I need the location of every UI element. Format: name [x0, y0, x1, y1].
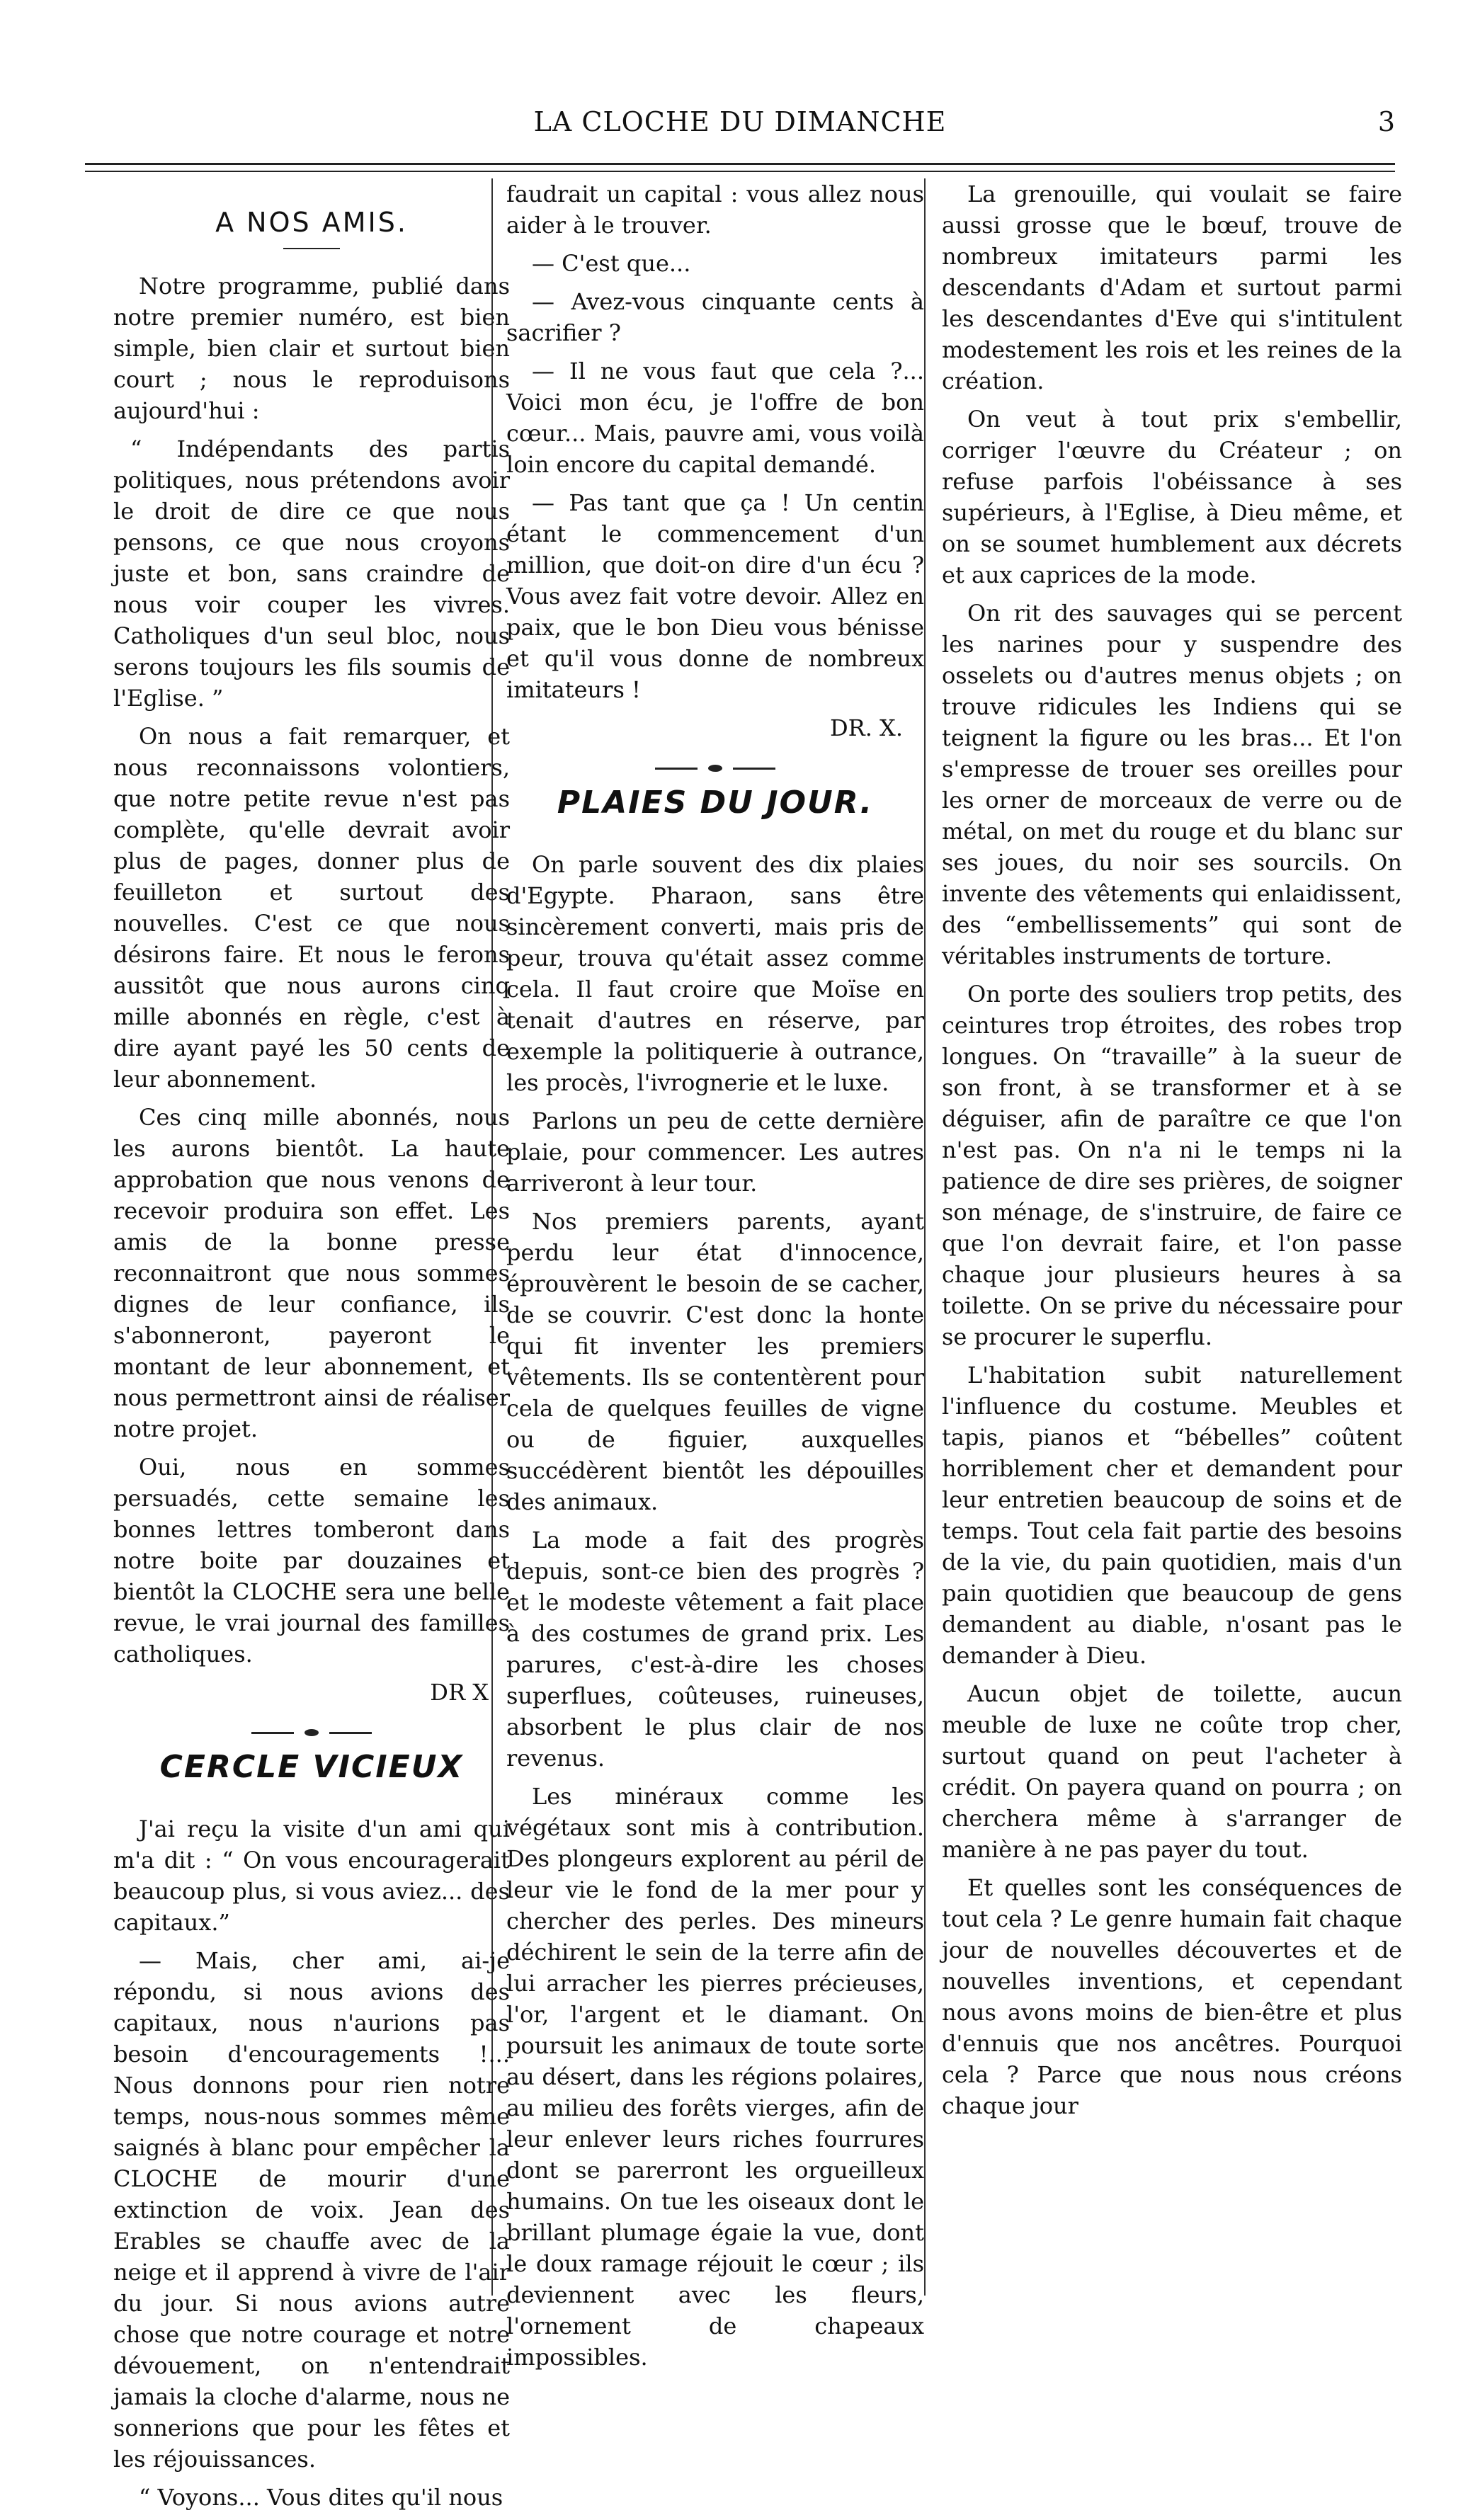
- article-paragraph: La mode a fait des progrès depuis, sont-ce bien des progrès ? et le modeste vêtement a fait place à des costumes de grand prix. Les parures, c'est-à-dire les choses superflues, coûteuses, ruineuses, absorbent le plus clair de nos revenus.: [506, 1527, 924, 1772]
- article-paragraph: Parlons un peu de cette dernière plaie, pour commencer. Les autres arriveront à leur tour.: [506, 1107, 924, 1197]
- article-paragraph: — Mais, cher ami, ai-je répondu, si nous avions des capitaux, nous n'aurions pas besoin d'encouragements !... Nous donnons pour rien notre temps, nous-nous sommes même saignés à blanc pour empêcher la CLOCHE de mourir d'une extinction de voix. Jean des Erables se chauffe avec de la neige et il apprend à vivre de l'air du jour. Si nous avions autre chose que notre courage et notre dévouement, on n'entendrait jamais la cloche d'alarme, nous ne sonnerions que pour les fêtes et les réjouissances.: [113, 1947, 510, 2473]
- article-paragraph: On rit des sauvages qui se percent les narines pour y suspendre des osselets ou d'autres menus objets ; on trouve ridicules les Indiens qui se teignent la figure ou les bras... Et l'on s'empresse de trouer ses oreilles pour les orner de morceaux de verre ou de métal, on met du rouge et du blanc sur ses joues, du noir ses sourcils. On invente des vêtements qui enlaidissent, des “embellissements” qui sont de véritables instruments de torture.: [942, 600, 1402, 969]
- article-paragraph: On porte des souliers trop petits, des ceintures trop étroites, des robes trop longues. On “travaille” à la sueur de son front, à se transformer et à se déguiser, afin de paraître ce que l'on n'est pas. On n'a ni le temps ni la patience de dire ses prières, de soigner son ménage, de s'instruire, de faire ce que l'on devrait faire, et l'on passe chaque jour plusieurs heures à sa toilette. On se prive du nécessaire pour se procurer le superflu.: [942, 981, 1402, 1350]
- article-paragraph: faudrait un capital : vous allez nous aider à le trouver.: [506, 181, 924, 239]
- header-double-rule: [85, 163, 1395, 172]
- divider-bar: [655, 768, 698, 770]
- program-quote: “ Indépendants des partis politiques, nous prétendons avoir le droit de dire ce que nous pensons, ce que nous croyons juste et bon, sans craindre de nous voir couper les vivres. Catholiques d'un seul bloc, nous serons toujours les fils soumis de l'Eglise. ”: [113, 435, 510, 712]
- article-paragraph: J'ai reçu la visite d'un ami qui m'a dit : “ On vous encouragerait beaucoup plus, si vous aviez... des capitaux.”: [113, 1815, 510, 1936]
- article-paragraph: Et quelles sont les conséquences de tout cela ? Le genre humain fait chaque jour de nouvelles découvertes et de nouvelles inventions, et cependant nous avons moins de bien-être et plus d'ennuis que nos ancêtres. Pourquoi cela ? Parce que nous nous créons chaque jour: [942, 1874, 1402, 2119]
- column-2: [506, 178, 924, 2380]
- article-paragraph: — C'est que...: [532, 250, 691, 277]
- ornamental-divider: [655, 765, 775, 772]
- article-paragraph: La grenouille, qui voulait se faire aussi grosse que le bœuf, trouve de nombreux imitateurs parmi les descendants d'Adam et surtout parmi les descendantes d'Eve qui s'intitulent modestement les rois et les reines de la création.: [942, 181, 1402, 394]
- divider-bar: [251, 1732, 294, 1734]
- article-signature: DR. X.: [829, 714, 903, 741]
- article-paragraph: Ces cinq mille abonnés, nous les aurons bientôt. La haute approbation que nous venons de recevoir produira son effet. Les amis de la bonne presse reconnaitront que nous sommes dignes de leur confiance, ils s'abonneront, payeront le montant de leur abonnement, et nous permettront ainsi de réaliser notre projet.: [113, 1104, 510, 1442]
- page-header: [85, 92, 1395, 156]
- article-paragraph: Les minéraux comme les végétaux sont mis à contribution. Des plongeurs explorent au péril de leur vie le fond de la mer pour y chercher des perles. Des mineurs déchirent le sein de la terre afin de lui arracher les pierres précieuses, l'or, l'argent et le diamant. On poursuit les animaux de toute sorte au désert, dans les régions polaires, au milieu des forêts vierges, afin de leur enlever leurs riches fourrures dont se parerront les orgueilleux humains. On tue les oiseaux dont le brillant plumage égaie la vue, dont le doux ramage réjouit le cœur ; ils deviennent avec les fleurs, l'ornement de chapeaux impossibles.: [506, 1783, 924, 2371]
- article-paragraph: Aucun objet de toilette, aucun meuble de luxe ne coûte trop cher, surtout quand on peut l'acheter à crédit. On payera quand on pourra ; on cherchera même à s'arranger de manière à ne pas payer du tout.: [942, 1680, 1402, 1863]
- column-3: [942, 178, 1402, 2128]
- section-title-cercle-vicieux: CERCLE VICIEUX: [159, 1749, 464, 1785]
- divider-bar: [733, 768, 775, 770]
- article-paragraph: Notre programme, publié dans notre premier numéro, est bien simple, bien clair et surtout bien court ; nous le reproduisons aujourd'hui :: [113, 273, 510, 424]
- article-paragraph: — Il ne vous faut que cela ?... Voici mon écu, je l'offre de bon cœur... Mais, pauvre ami, vous voilà loin encore du capital demandé.: [506, 358, 924, 478]
- ornamental-divider: [251, 1729, 372, 1736]
- article-paragraph: L'habitation subit naturellement l'influence du costume. Meubles et tapis, pianos et “bébelles” coûtent horriblement cher et demandent pour leur entretien beaucoup de soins et de temps. Tout cela fait partie des besoins de la vie, du pain quotidien, mais d'un pain quotidien que beaucoup de gens demandent au diable, n'osant pas le demander à Dieu.: [942, 1362, 1402, 1669]
- divider-bar: [329, 1732, 372, 1734]
- running-title: LA CLOCHE DU DIMANCHE: [533, 106, 947, 137]
- section-title-a-nos-amis: A NOS AMIS.: [215, 207, 408, 238]
- article-paragraph: On parle souvent des dix plaies d'Egypte. Pharaon, sans être sincèrement converti, mais pris de peur, trouva qu'était assez comme cela. Il faut croire que Moïse en tenait d'autres en réserve, par exemple la politiquerie à outrance, les procès, l'ivrognerie et le luxe.: [506, 851, 924, 1096]
- divider-ornament: [708, 765, 722, 772]
- article-paragraph: On nous a fait remarquer, et nous reconnaissons volontiers, que notre petite revue n'est pas complète, qu'elle devrait avoir plus de pages, donner plus de feuilleton et surtout des nouvelles. C'est ce que nous désirons faire. Et nous le ferons aussitôt que nous aurons cinq mille abonnés en règle, c'est à dire ayant payé les 50 cents de leur abonnement.: [113, 723, 510, 1093]
- article-paragraph: — Pas tant que ça ! Un centin étant le commencement d'un million, que doit-on dire d'un écu ? Vous avez fait votre devoir. Allez en paix, que le bon Dieu vous bénisse et qu'il vous donne de nombreux imitateurs !: [506, 489, 924, 703]
- section-title-plaies-du-jour: PLAIES DU JOUR.: [557, 785, 874, 821]
- divider-ornament: [304, 1729, 319, 1736]
- article-paragraph: “ Voyons... Vous dites qu'il nous: [139, 2484, 503, 2511]
- article-paragraph: Oui, nous en sommes persuadés, cette semaine les bonnes lettres tomberont dans notre boite par douzaines et bientôt la CLOCHE sera une belle revue, le vrai journal des familles catholiques.: [113, 1454, 510, 1667]
- title-underline: [283, 248, 340, 249]
- article-signature: DR X: [430, 1679, 489, 1706]
- column-divider-2: [924, 178, 926, 2296]
- article-paragraph: Nos premiers parents, ayant perdu leur état d'innocence, éprouvèrent le besoin de se cacher, de se couvrir. C'est donc la honte qui fit inventer les premiers vêtements. Ils se contentèrent pour cela de quelques feuilles de vigne ou de figuier, auxquelles succédèrent bientôt les dépouilles des animaux.: [506, 1208, 924, 1515]
- article-paragraph: — Avez-vous cinquante cents à sacrifier ?: [506, 288, 924, 346]
- column-1: [113, 178, 510, 2520]
- article-paragraph: On veut à tout prix s'embellir, corriger l'œuvre du Créateur ; on refuse parfois l'obéissance à ses supérieurs, à l'Eglise, à Dieu même, et on se soumet humblement aux décrets et aux caprices de la mode.: [942, 406, 1402, 588]
- page-number: 3: [1377, 106, 1395, 137]
